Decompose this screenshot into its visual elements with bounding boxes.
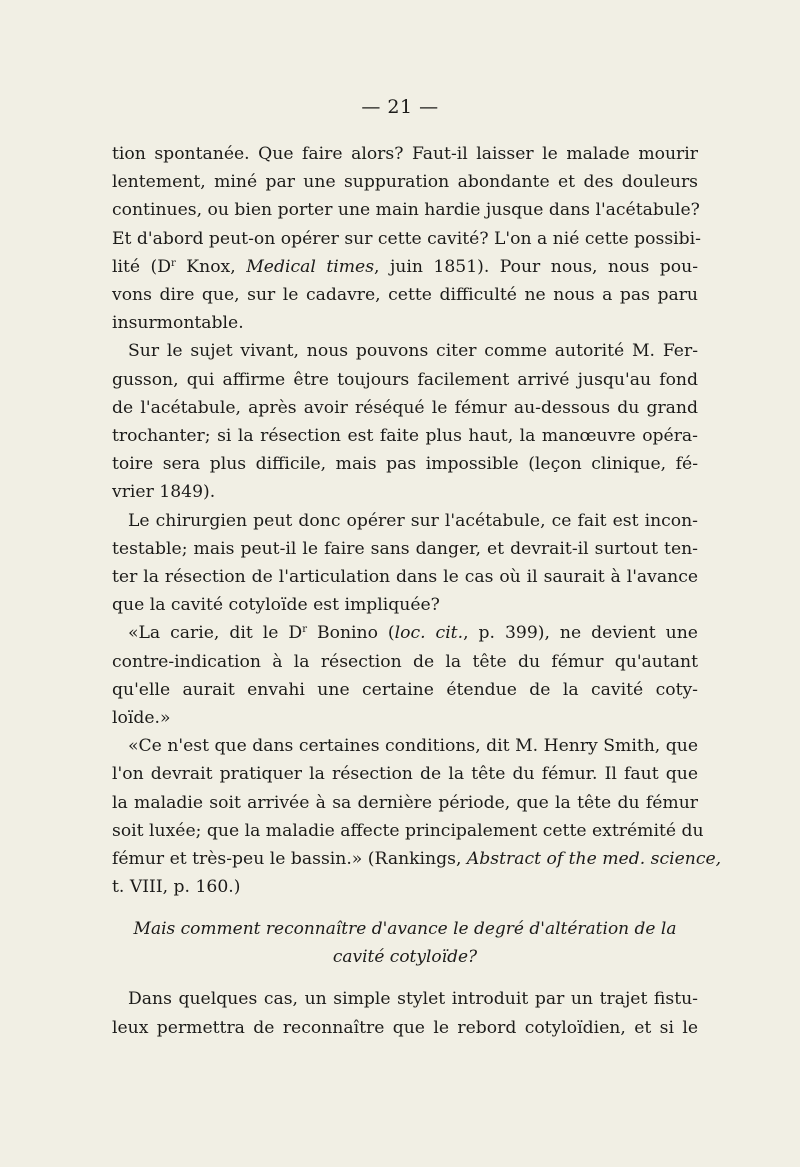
- page-number: — 21 —: [361, 96, 439, 118]
- text-line: Et d'abord peut-on opérer sur cette cavité? L'on a nié cette possibi-: [112, 228, 701, 249]
- paragraph-4: [112, 619, 698, 732]
- text-line: Sur le sujet vivant, nous pouvons citer comme autorité M. Fer-: [128, 341, 698, 362]
- text-line: vrier 1849).: [112, 482, 216, 503]
- paragraph-2: [112, 337, 698, 506]
- text-line: leux permettra de reconnaître que le rebord cotyloïdien, et si le: [112, 1017, 698, 1038]
- paragraph-5: [112, 732, 722, 901]
- paragraph-6: [112, 985, 698, 1041]
- text-line: qu'elle aurait envahi une certaine étendue de la cavité coty-: [112, 679, 698, 700]
- text-line: toire sera plus difficile, mais pas impossible (leçon clinique, fé-: [112, 454, 698, 475]
- text-line: l'on devrait pratiquer la résection de la tête du fémur. Il faut que: [112, 764, 698, 785]
- text-line: lentement, miné par une suppuration abondante et des douleurs: [112, 172, 698, 193]
- text-line: Le chirurgien peut donc opérer sur l'acétabule, ce fait est incon-: [128, 510, 698, 531]
- text-line: «Ce n'est que dans certaines conditions, dit M. Henry Smith, que: [128, 736, 698, 757]
- text-line: la maladie soit arrivée à sa dernière période, que la tête du fémur: [112, 792, 698, 813]
- body-text: [112, 140, 722, 1042]
- text-line: «La carie, dit le $D^r$ Bonino (loc. cit., p. 399), ne devient une: [128, 623, 698, 644]
- text-line: insurmontable.: [112, 313, 244, 334]
- text-line: loïde.»: [112, 708, 171, 729]
- text-line: lité ($D^r$ Knox, Medical times, juin 1851). Pour nous, nous pou-: [112, 256, 699, 277]
- text-line: t. VIII, p. 160.): [112, 877, 241, 898]
- text-line: continues, ou bien porter une main hardie jusque dans l'acétabule?: [112, 200, 700, 221]
- text-line: fémur et très-peu le bassin.» (Rankings, Abstract of the med. science,: [112, 849, 722, 870]
- text-line: de l'acétabule, après avoir réséqué le fémur au-dessous du grand: [112, 397, 698, 418]
- text-line: vons dire que, sur le cadavre, cette difficulté ne nous a pas paru: [112, 285, 698, 306]
- paragraph-1: [112, 140, 701, 337]
- paragraph-3: [112, 507, 698, 620]
- text-line: gusson, qui affirme être toujours facilement arrivé jusqu'au fond: [112, 369, 698, 390]
- text-line: Dans quelques cas, un simple stylet introduit par un trajet fistu-: [128, 989, 698, 1010]
- heading-line: cavité cotyloïde?: [332, 947, 478, 968]
- text-line: contre-indication à la résection de la tête du fémur qu'autant: [112, 651, 698, 672]
- text-line: soit luxée; que la maladie affecte principalement cette extrémité du: [112, 820, 704, 841]
- text-line: testable; mais peut-il le faire sans danger, et devrait-il surtout ten-: [112, 538, 698, 559]
- heading-line: Mais comment reconnaître d'avance le degré d'altération de la: [133, 919, 677, 940]
- section-heading: [112, 915, 698, 971]
- text-line: que la cavité cotyloïde est impliquée?: [112, 595, 440, 616]
- text-line: tion spontanée. Que faire alors? Faut-il laisser le malade mourir: [112, 144, 698, 164]
- text-line: ter la résection de l'articulation dans le cas où il saurait à l'avance: [112, 567, 698, 588]
- text-line: trochanter; si la résection est faite plus haut, la manœuvre opéra-: [112, 426, 698, 447]
